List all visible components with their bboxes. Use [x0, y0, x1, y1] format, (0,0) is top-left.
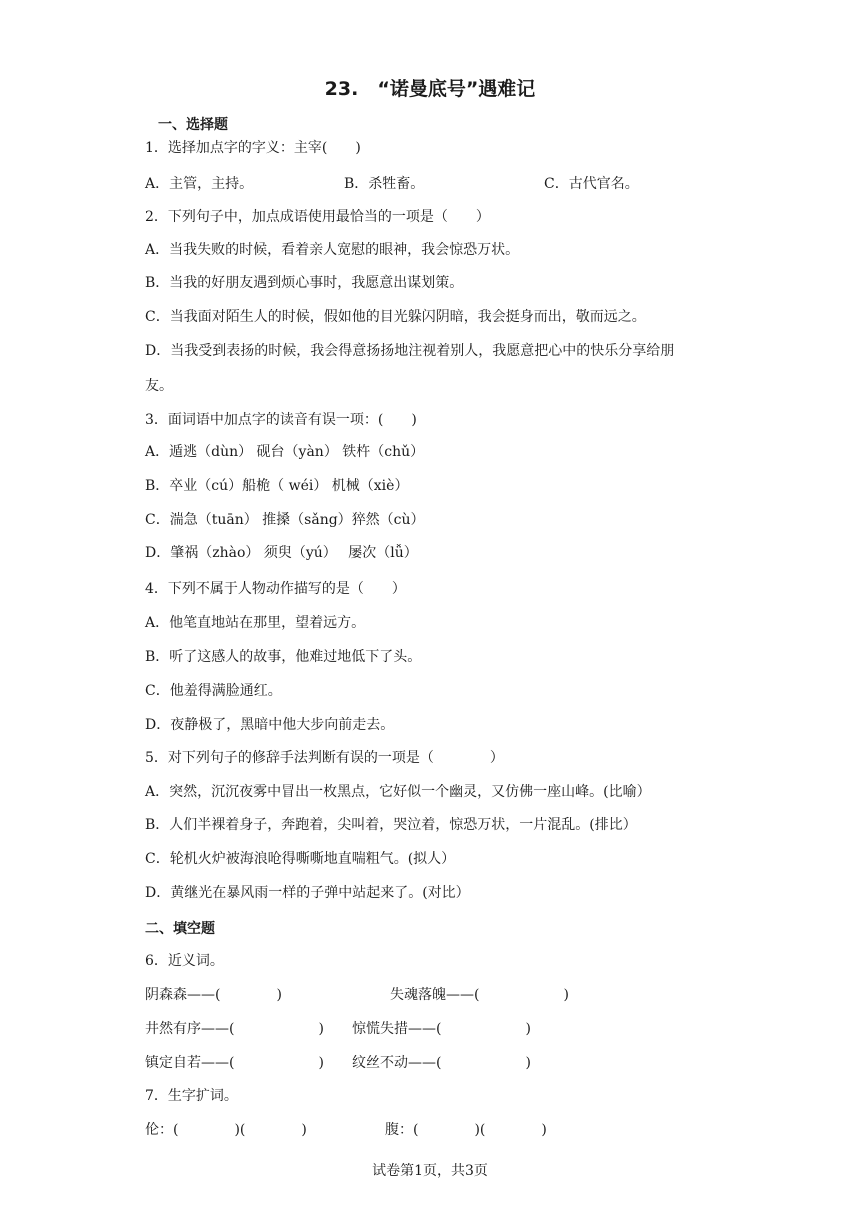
question-5-option-b: B．人们半裸着身子，奔跑着，尖叫着，哭泣着，惊恐万状，一片混乱。(排比）: [145, 817, 637, 833]
question-5-option-a: A．突然，沉沉夜雾中冒出一枚黑点，它好似一个幽灵，又仿佛一座山峰。(比喻）: [145, 784, 651, 800]
question-4-stem: 4．下列不属于人物动作描写的是（ ）: [145, 581, 406, 597]
question-4-option-d: D．夜静极了，黑暗中他大步向前走去。: [145, 717, 395, 733]
question-6-stem: 6．近义词。: [145, 953, 224, 969]
question-2-option-b: B．当我的好朋友遇到烦心事时，我愿意出谋划策。: [145, 275, 464, 291]
section-heading-choice: 一、选择题: [158, 117, 228, 133]
question-4-option-a: A．他笔直地站在那里，望着远方。: [145, 615, 366, 631]
question-7-stem: 7．生字扩词。: [145, 1088, 238, 1104]
question-2-option-d-cont: 友。: [145, 378, 173, 394]
question-5-stem: 5．对下列句子的修辞手法判断有误的一项是（ ）: [145, 750, 504, 766]
question-6-item-1: 阴森森——( ): [145, 987, 282, 1003]
page-footer: 试卷第1页，共3页: [372, 1163, 488, 1179]
question-1-option-b: B．杀牲畜。: [344, 176, 425, 192]
question-5-option-c: C．轮机火炉被海浪呛得嘶嘶地直喘粗气。(拟人）: [145, 851, 456, 867]
question-1-option-c: C．古代官名。: [544, 176, 639, 192]
question-2-option-c: C．当我面对陌生人的时候，假如他的目光躲闪阴暗，我会挺身而出，敬而远之。: [145, 309, 646, 325]
question-4-option-c: C．他羞得满脸通红。: [145, 683, 282, 699]
question-1-option-a: A．主管，主持。: [145, 176, 254, 192]
question-6-item-3: 井然有序——( ): [145, 1021, 324, 1037]
question-2-option-a: A．当我失败的时候，看着亲人宽慰的眼神，我会惊恐万状。: [145, 242, 520, 258]
page-title: 23. “诺曼底号”遇难记: [324, 78, 536, 100]
question-7-item-2: 腹：( )( ): [385, 1122, 547, 1138]
question-3-option-d: D．肇祸（zhào） 须臾（yú） 屡次（lǚ）: [145, 545, 418, 561]
question-6-item-4: 惊慌失措——( ): [352, 1021, 531, 1037]
question-6-item-2: 失魂落魄——( ): [390, 987, 569, 1003]
question-2-option-d: D．当我受到表扬的时候，我会得意扬扬地注视着别人，我愿意把心中的快乐分享给朋: [145, 343, 675, 359]
question-3-option-b: B．卒业（cú）船桅（ wéi） 机械（xiè）: [145, 478, 409, 494]
question-6-item-5: 镇定自若——( ): [145, 1055, 324, 1071]
question-3-option-a: A．遁逃（dùn） 砚台（yàn） 铁杵（chǔ）: [145, 444, 425, 460]
question-2-stem: 2．下列句子中，加点成语使用最恰当的一项是（ ）: [145, 209, 490, 225]
question-4-option-b: B．听了这感人的故事，他难过地低下了头。: [145, 649, 422, 665]
question-5-option-d: D．黄继光在暴风雨一样的子弹中站起来了。(对比）: [145, 885, 470, 901]
question-3-option-c: C．湍急（tuān） 推搡（sǎng）猝然（cù）: [145, 512, 425, 528]
question-3-stem: 3．面词语中加点字的读音有误一项：( ): [145, 412, 417, 428]
section-heading-fill: 二、填空题: [145, 921, 215, 937]
question-1-stem: 1．选择加点字的字义：主宰( ): [145, 140, 361, 156]
question-7-item-1: 伦：( )( ): [145, 1122, 307, 1138]
question-6-item-6: 纹丝不动——( ): [352, 1055, 531, 1071]
